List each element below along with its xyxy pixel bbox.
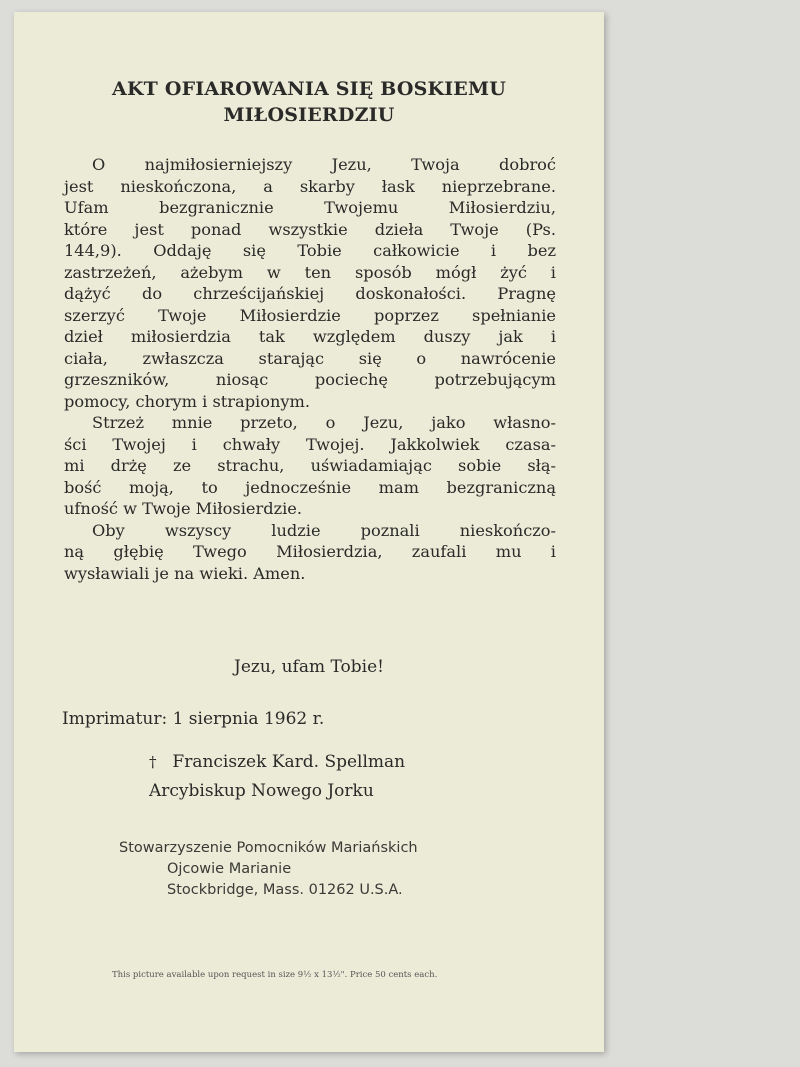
body-line: które jest ponad wszystkie dzieła Twoje (Ps. [64, 219, 556, 239]
body-line: Ufam bezgranicznie Twojemu Miłosierdziu, [64, 198, 556, 217]
prayer-title [74, 76, 544, 128]
body-line: dzieł miłosierdzia tak względem duszy jak i [64, 327, 556, 346]
body-line: dążyć do chrześcijańskiej doskonałości. Pragnę [64, 284, 556, 303]
body-line: zastrzeżeń, ażebym w ten sposób mógł żyć i [64, 262, 556, 282]
publisher-line-1: Stowarzyszenie Pomocników Mariańskich [119, 840, 418, 856]
body-line: grzeszników, niosąc pociechę potrzebującym [64, 370, 556, 389]
body-line: bość moją, to jednocześnie mam bezgraniczną [64, 477, 556, 497]
signatory-name: Franciszek Kard. Spellman [172, 752, 406, 772]
prayer-card [14, 12, 604, 1052]
imprimatur-line: Imprimatur: 1 sierpnia 1962 r. [62, 709, 325, 729]
body-line: ufność w Twoje Miłosierdzie. [64, 499, 303, 518]
body-line: pomocy, chorym i strapionym. [64, 391, 311, 411]
footnote: This picture available upon request in size 9½ x 13½". Price 50 cents each. [112, 970, 438, 980]
closing-invocation: Jezu, ufam Tobie! [234, 657, 384, 677]
body-line: 144,9). Oddaję się Tobie całkowicie i bez [64, 241, 556, 260]
publisher-address: Stockbridge, Mass. 01262 U.S.A. [167, 882, 403, 898]
body-line: jest nieskończona, a skarby łask nieprzebrane. [64, 176, 556, 196]
body-line: ści Twojej i chwały Twojej. Jakkolwiek czasa- [64, 434, 556, 454]
title-line-2: MIŁOSIERDZIU [223, 104, 395, 126]
body-line: ną głębię Twego Miłosierdzia, zaufali mu i [64, 542, 556, 561]
publisher-block [119, 838, 418, 901]
body-line: mi drżę ze strachu, uświadamiając sobie słą- [64, 456, 556, 475]
body-line: szerzyć Twoje Miłosierdzie poprzez spełnianie [64, 305, 556, 325]
signatory-title: Arcybiskup Nowego Jorku [149, 781, 374, 801]
title-line-1: AKT OFIAROWANIA SIĘ BOSKIEMU [112, 78, 506, 100]
body-line: Oby wszyscy ludzie poznali nieskończo- [92, 520, 556, 540]
body-line: Strzeż mnie przeto, o Jezu, jako własno- [92, 413, 556, 432]
body-line: ciała, zwłaszcza starając się o nawrócenie [64, 348, 556, 368]
cross-icon: † [149, 753, 157, 771]
publisher-line-2: Ojcowie Marianie [167, 861, 292, 877]
signature-block [149, 748, 405, 806]
prayer-body [64, 154, 556, 584]
body-line: wysławiali je na wieki. Amen. [64, 563, 306, 583]
body-line: O najmiłosierniejszy Jezu, Twoja dobroć [92, 155, 556, 174]
